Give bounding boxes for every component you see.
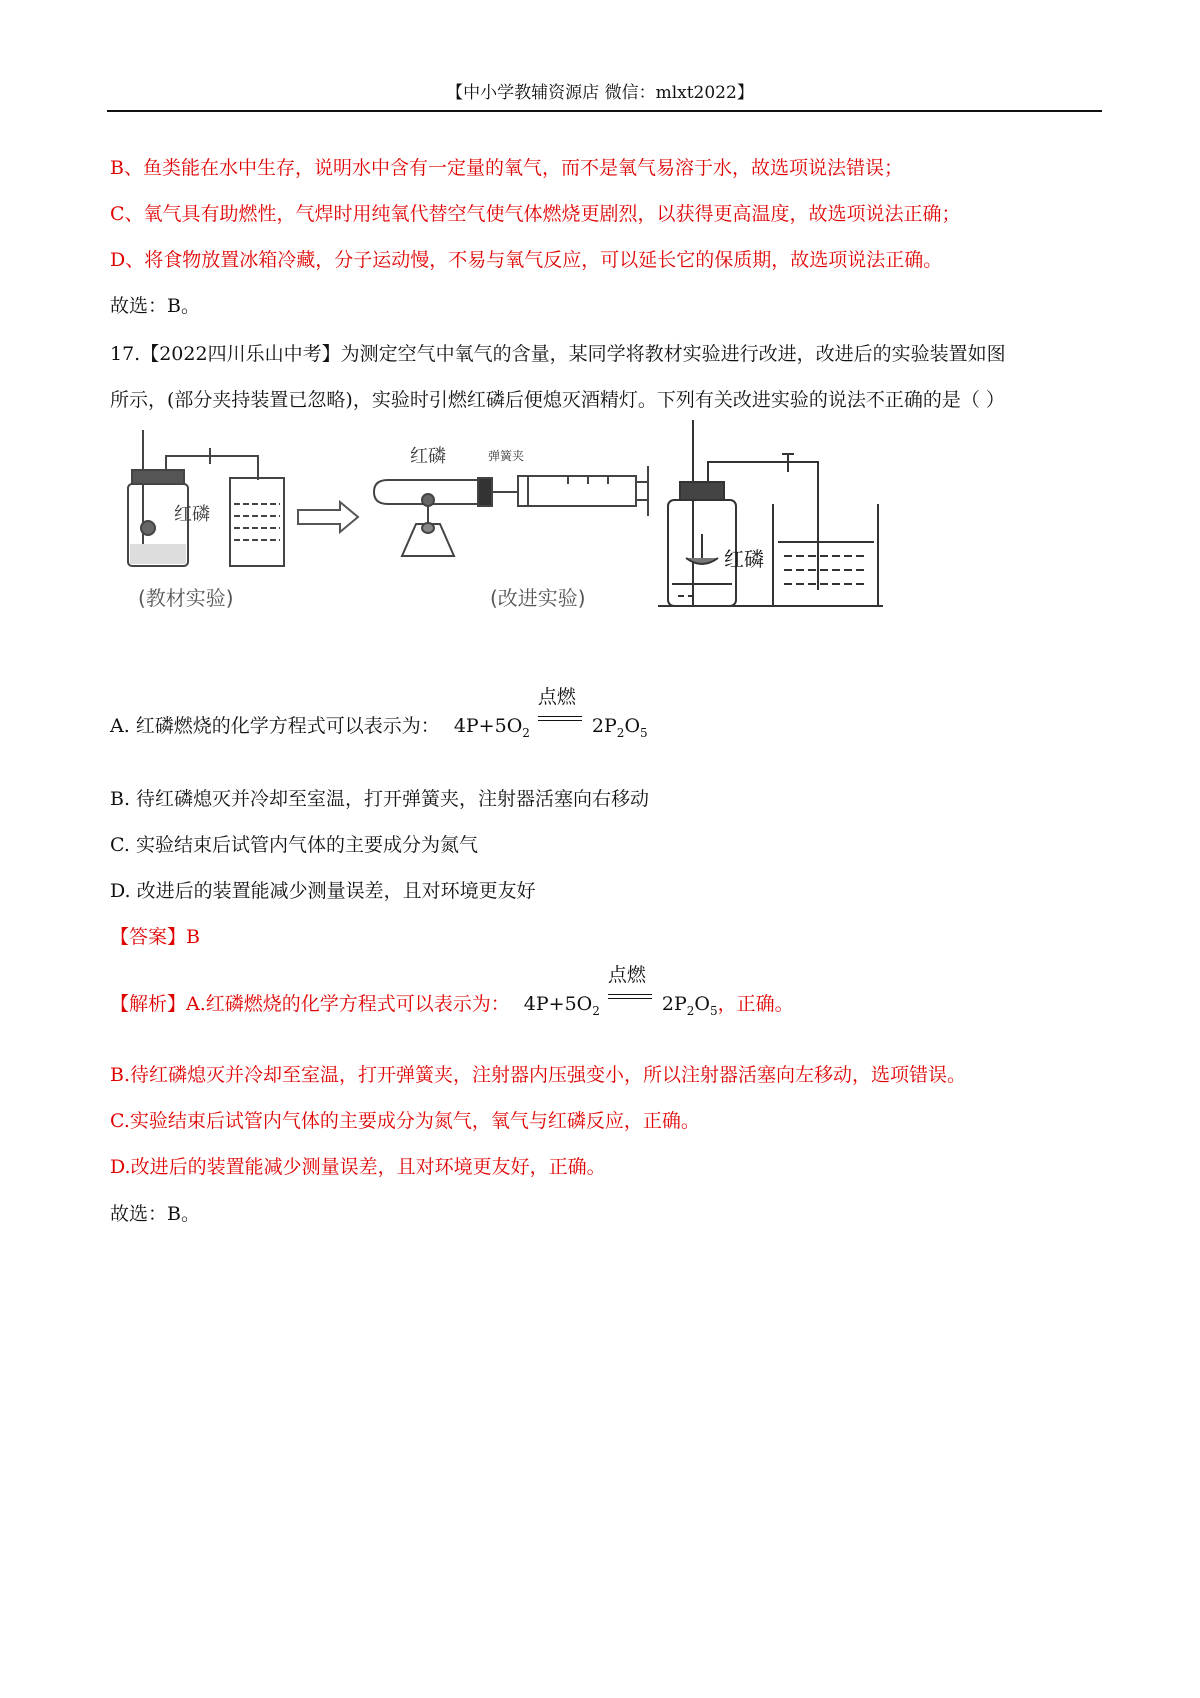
label-red-phosphorus-right: 红磷 — [724, 547, 764, 571]
option-c: C. 实验结束后试管内气体的主要成分为氮气 — [110, 834, 478, 856]
right-apparatus — [658, 420, 883, 606]
equation-option-a: $4P+5O_2$ 点燃 $2P_2O_5$ — [453, 686, 648, 740]
page-header: 【中小学教辅资源店 微信：mlxt2022】 — [446, 83, 754, 103]
analysis-a-text: A.红磷燃烧的化学方程式可以表示为： — [186, 993, 510, 1015]
prev-analysis-c: C、氧气具有助燃性，气焊时用纯氧代替空气使气体燃烧更剧烈，以获得更高温度，故选项说法正确； — [110, 203, 961, 225]
question-stem-line2: 所示，(部分夹持装置已忽略)，实验时引燃红磷后便熄灭酒精灯。下列有关改进实验的说法不正确的是（ ） — [110, 389, 1005, 411]
option-d: D. 改进后的装置能减少测量误差，且对环境更友好 — [110, 880, 536, 902]
analysis-a-tail: ，正确。 — [717, 993, 794, 1015]
option-a-text: A. 红磷燃烧的化学方程式可以表示为： — [110, 715, 440, 737]
transition-arrow — [298, 502, 358, 532]
analysis-choice: 故选：B。 — [110, 1203, 200, 1225]
improved-apparatus — [374, 466, 648, 556]
prev-analysis-b: B、鱼类能在水中生存，说明水中含有一定量的氧气，而不是氧气易溶于水，故选项说法错误； — [110, 157, 903, 179]
reaction-arrow: 点燃 — [606, 990, 656, 1010]
label-red-phosphorus-textbook: 红磷 — [174, 504, 210, 525]
header-rule — [107, 110, 1102, 112]
apparatus-figure — [118, 420, 958, 660]
label-improved-experiment: (改进实验) — [490, 586, 586, 610]
analysis-c: C.实验结束后试管内气体的主要成分为氮气，氧气与红磷反应，正确。 — [110, 1110, 700, 1132]
answer-line: 【答案】B — [110, 926, 200, 948]
analysis-b: B.待红磷熄灭并冷却至室温，打开弹簧夹，注射器内压强变小，所以注射器活塞向左移动，选项错误。 — [110, 1064, 967, 1086]
apparatus-svg — [118, 420, 958, 660]
option-b: B. 待红磷熄灭并冷却至室温，打开弹簧夹，注射器活塞向右移动 — [110, 788, 650, 810]
reaction-arrow: 点燃 — [536, 712, 586, 732]
label-red-phosphorus-improved: 红磷 — [410, 446, 446, 467]
prev-analysis-d: D、将食物放置冰箱冷藏，分子运动慢，不易与氧气反应，可以延长它的保质期，故选项说法正确。 — [110, 249, 943, 271]
analysis-label: 【解析】 — [110, 993, 187, 1015]
label-spring-clamp: 弹簧夹 — [488, 449, 525, 463]
option-a — [110, 686, 648, 746]
equation-analysis-a: $4P+5O_2$ 点燃 $2P_2O_5$ — [523, 964, 718, 1018]
prev-choice: 故选：B。 — [110, 295, 200, 317]
label-textbook-experiment: (教材实验) — [138, 586, 234, 610]
question-stem-line1: 17.【2022四川乐山中考】为测定空气中氧气的含量，某同学将教材实验进行改进，改进后的实验装置如图 — [110, 343, 1006, 365]
analysis-a — [110, 964, 794, 1024]
textbook-apparatus — [128, 430, 284, 566]
analysis-d: D.改进后的装置能减少测量误差，且对环境更友好，正确。 — [110, 1156, 606, 1178]
